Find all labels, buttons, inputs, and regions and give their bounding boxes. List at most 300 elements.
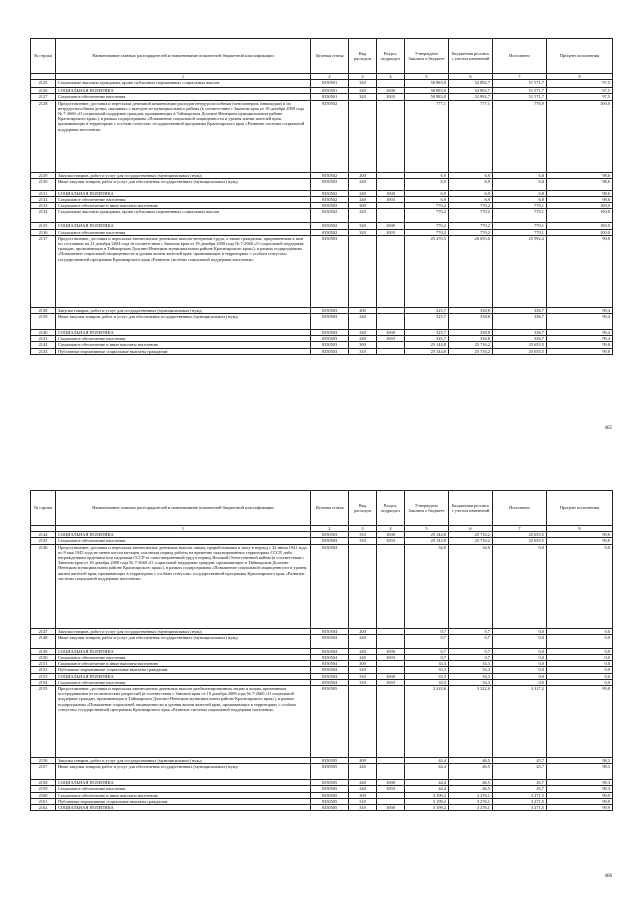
row-executed: 25 992,2 (493, 235, 547, 307)
row-percent: 99,8 (547, 235, 613, 307)
row-number: 2137 (31, 235, 56, 307)
row-budget-schedule: 3 276,1 (449, 798, 493, 804)
row-budget-schedule: 33,3 (449, 667, 493, 673)
row-expense-type: 300 (349, 203, 377, 209)
row-budget-schedule: 3 322,6 (449, 686, 493, 758)
row-percent: 98,3 (547, 786, 613, 792)
row-percent: 99,4 (547, 336, 613, 342)
row-section: 1000 (377, 805, 405, 811)
row-name: СОЦИАЛЬНАЯ ПОЛИТИКА (56, 223, 311, 229)
row-name: Публичные нормативные социальные выплаты гражданам (56, 667, 311, 673)
row-name: Социальное обеспечение населения (56, 538, 311, 544)
row-name: СОЦИАЛЬНАЯ ПОЛИТИКА (56, 190, 311, 196)
page-number-1: 465 (604, 426, 612, 431)
row-section: 1003 (377, 538, 405, 544)
row-approved: 34,0 (405, 544, 449, 628)
row-section: 1000 (377, 190, 405, 196)
row-expense-type: 320 (349, 80, 377, 88)
row-expense-type: 310 (349, 348, 377, 354)
row-section (377, 544, 405, 628)
header-name: Наименование главных распорядителей и наименование показателей бюджетной классификации (56, 39, 311, 74)
row-executed: 51 571,7 (493, 88, 547, 94)
row-budget-schedule: 6,9 (449, 190, 493, 196)
header-executed: Исполнено (493, 491, 547, 526)
row-target-article: 0350505 (311, 764, 349, 780)
table-body-page-1 (31, 80, 613, 355)
table-row (31, 100, 613, 172)
row-target-article: 0350501 (311, 94, 349, 100)
row-approved: 50 883,0 (405, 88, 449, 94)
row-number: 2144 (31, 532, 56, 538)
row-executed: 6,8 (493, 172, 547, 178)
row-approved: 44,4 (405, 786, 449, 792)
header-target-article: Целевая статья (311, 39, 349, 74)
row-approved: 6,9 (405, 197, 449, 203)
row-budget-schedule: 3 276,1 (449, 805, 493, 811)
row-percent: 0,0 (547, 673, 613, 679)
row-name: Закупка товаров, работ и услуг для государственных (муниципальных) нужд (56, 307, 311, 313)
row-budget-schedule: 46,5 (449, 780, 493, 786)
row-number: 2136 (31, 229, 56, 235)
row-executed: 45,7 (493, 764, 547, 780)
row-expense-type: 240 (349, 178, 377, 190)
row-number: 2152 (31, 667, 56, 673)
row-executed: 0,0 (493, 544, 547, 628)
row-name: Закупка товаров, работ и услуг для государственных (муниципальных) нужд (56, 628, 311, 634)
row-percent: 99,4 (547, 330, 613, 336)
row-percent: 0,0 (547, 634, 613, 648)
row-section: 1003 (377, 655, 405, 661)
row-expense-type: 320 (349, 223, 377, 229)
row-target-article: 0350504 (311, 655, 349, 661)
table-row (31, 178, 613, 190)
row-name: Социальное обеспечение и иные выплаты населению (56, 792, 311, 798)
header-executed: Исполнено (493, 39, 547, 74)
row-section: 1000 (377, 223, 405, 229)
row-budget-schedule: 33,3 (449, 661, 493, 667)
row-executed: 45,7 (493, 786, 547, 792)
row-budget-schedule: 0,7 (449, 628, 493, 634)
row-number: 2142 (31, 342, 56, 348)
row-executed: 0,0 (493, 679, 547, 685)
colnum: 2 (311, 526, 349, 532)
row-budget-schedule: 52 892,7 (449, 88, 493, 94)
row-executed: 6,8 (493, 197, 547, 203)
row-section: 1000 (377, 88, 405, 94)
page-number-2: 466 (604, 874, 612, 879)
table-row (31, 314, 613, 330)
row-approved: 325,7 (405, 314, 449, 330)
header-expense-type: Вид расходов (349, 39, 377, 74)
row-executed: 0,0 (493, 628, 547, 634)
row-target-article: 0350502 (311, 223, 349, 229)
colnum: 5 (405, 526, 449, 532)
row-number: 2125 (31, 80, 56, 88)
row-approved: 25 144,8 (405, 348, 449, 354)
row-number: 2155 (31, 686, 56, 758)
row-percent: 98,3 (547, 780, 613, 786)
row-budget-schedule: 6,9 (449, 178, 493, 190)
row-name: Закупка товаров, работ и услуг для государственных (муниципальных) нужд (56, 758, 311, 764)
row-expense-type: 240 (349, 336, 377, 342)
row-executed: 3 271,5 (493, 805, 547, 811)
row-name: Социальное обеспечение населения (56, 786, 311, 792)
row-approved: 0,7 (405, 648, 449, 654)
row-approved: 50 883,0 (405, 80, 449, 88)
row-name: СОЦИАЛЬНАЯ ПОЛИТИКА (56, 532, 311, 538)
row-target-article: 0350502 (311, 209, 349, 223)
row-percent: 0,0 (547, 655, 613, 661)
row-budget-schedule: 26 055,0 (449, 235, 493, 307)
row-percent: 99,9 (547, 798, 613, 804)
row-name: СОЦИАЛЬНАЯ ПОЛИТИКА (56, 780, 311, 786)
row-executed: 51 571,7 (493, 94, 547, 100)
row-percent: 99,8 (547, 538, 613, 544)
row-target-article: 0350504 (311, 628, 349, 634)
row-target-article: 0350503 (311, 532, 349, 538)
row-number: 2131 (31, 190, 56, 196)
row-budget-schedule: 25 716,2 (449, 538, 493, 544)
row-section: 1000 (377, 673, 405, 679)
page-2 (30, 490, 612, 811)
row-target-article: 0350504 (311, 673, 349, 679)
row-percent: 0,0 (547, 661, 613, 667)
row-name: СОЦИАЛЬНАЯ ПОЛИТИКА (56, 805, 311, 811)
colnum: 8 (547, 526, 613, 532)
row-expense-type: 200 (349, 172, 377, 178)
row-number: 2134 (31, 209, 56, 223)
row-percent: 99,8 (547, 342, 613, 348)
row-target-article: 0350504 (311, 634, 349, 648)
row-approved: 50 883,0 (405, 94, 449, 100)
row-approved: 25 144,8 (405, 532, 449, 538)
row-approved: 25 470,5 (405, 235, 449, 307)
row-name: СОЦИАЛЬНАЯ ПОЛИТИКА (56, 88, 311, 94)
table-row (31, 235, 613, 307)
row-target-article: 0350503 (311, 330, 349, 336)
row-executed: 0,0 (493, 673, 547, 679)
row-number: 2154 (31, 679, 56, 685)
row-budget-schedule: 33,3 (449, 673, 493, 679)
row-section: 1003 (377, 336, 405, 342)
row-expense-type: 310 (349, 798, 377, 804)
row-expense-type: 240 (349, 786, 377, 792)
colnum: 4 (377, 526, 405, 532)
table-row (31, 686, 613, 758)
row-number: 2140 (31, 330, 56, 336)
row-percent: 100,0 (547, 100, 613, 172)
row-expense-type: 310 (349, 673, 377, 679)
row-expense-type: 320 (349, 88, 377, 94)
row-target-article: 0350502 (311, 100, 349, 172)
row-target-article: 0350503 (311, 336, 349, 342)
row-target-article: 0350503 (311, 538, 349, 544)
row-executed: 6,8 (493, 190, 547, 196)
row-percent: 0,0 (547, 648, 613, 654)
colnum: 4 (377, 74, 405, 80)
table-row (31, 634, 613, 648)
row-name: Предоставление, доставка и пересылка ежемесячных денежных выплат ветеранам труда, а также гражданам, приравненным к ним по состоянию на 31 декабря 2004 года (в соответствии с Законом края от 18 декабря 2008 года № 7-2660 «О социальной поддержке граждан, проживающих в Таймырском Долгано-Ненецком муниципальном районе Красноярского края»), в рамках подпрограммы «Повышение социальной защищенности и уровня жизни жителей края, проживающих в территориях с особым статусом» государственной программы Красноярского края «Развитие системы социальной поддержки населения» (56, 235, 311, 307)
row-approved: 33,3 (405, 679, 449, 685)
row-name: СОЦИАЛЬНАЯ ПОЛИТИКА (56, 648, 311, 654)
row-approved: 25 144,8 (405, 342, 449, 348)
row-name: Социальное обеспечение населения (56, 336, 311, 342)
row-executed: 25 655,5 (493, 538, 547, 544)
row-percent: 100,0 (547, 203, 613, 209)
row-expense-type: 310 (349, 538, 377, 544)
header-name: Наименование главных распорядителей и наименование показателей бюджетной классификации (56, 491, 311, 526)
row-name: Иные закупки товаров, работ и услуг для обеспечения государственных (муниципальных) нужд (56, 764, 311, 780)
header-approved: Утверждено Законом о бюджете (405, 39, 449, 74)
row-budget-schedule: 770,2 (449, 203, 493, 209)
row-name: Социальное обеспечение населения (56, 229, 311, 235)
colnum: 7 (493, 74, 547, 80)
row-expense-type: 310 (349, 667, 377, 673)
row-budget-schedule: 25 716,2 (449, 348, 493, 354)
row-budget-schedule: 33,3 (449, 679, 493, 685)
row-budget-schedule: 770,2 (449, 229, 493, 235)
row-number: 2151 (31, 661, 56, 667)
row-section: 1003 (377, 94, 405, 100)
row-expense-type: 240 (349, 780, 377, 786)
page-1 (30, 38, 612, 355)
colnum: 1 (56, 74, 311, 80)
row-section (377, 348, 405, 354)
row-budget-schedule: 46,5 (449, 758, 493, 764)
row-executed: 336,7 (493, 314, 547, 330)
row-name: Социальное обеспечение и иные выплаты населению (56, 342, 311, 348)
row-budget-schedule: 6,9 (449, 197, 493, 203)
row-number: 2126 (31, 88, 56, 94)
row-target-article: 0350501 (311, 88, 349, 94)
row-percent: 0,0 (547, 667, 613, 673)
row-approved: 6,9 (405, 172, 449, 178)
row-percent: 99,8 (547, 686, 613, 758)
row-number: 2143 (31, 348, 56, 354)
row-number: 2161 (31, 798, 56, 804)
row-expense-type: 300 (349, 342, 377, 348)
header-target-article: Целевая статья (311, 491, 349, 526)
row-number: 2139 (31, 314, 56, 330)
header-percent: Процент исполнения (547, 491, 613, 526)
table-header-row (31, 39, 613, 74)
row-section: 1000 (377, 330, 405, 336)
row-name: Социальное обеспечение и иные выплаты населению (56, 203, 311, 209)
row-budget-schedule: 46,5 (449, 764, 493, 780)
row-percent: 97,5 (547, 94, 613, 100)
row-name: Предоставление, доставка и пересылка ежемесячных денежных выплат реабилитированным лицам и лицам, признанным пострадавшими от политических репрессий (в соответствии с Законом края от 18 декабря 2008 года № 7-2660 «О социальной поддержке граждан, проживающих в Таймырском Долгано-Ненецком муниципальном районе Красноярского края»), в рамках подпрограммы «Повышение социальной защищенности и уровня жизни жителей края, проживающих в территориях с особым статусом» государственной программы Красноярского края «Развитие системы социальной поддержки населения» (56, 686, 311, 758)
row-budget-schedule: 0,7 (449, 634, 493, 648)
table-row (31, 209, 613, 223)
row-expense-type: 240 (349, 634, 377, 648)
row-expense-type: 320 (349, 209, 377, 223)
row-budget-schedule: 0,7 (449, 648, 493, 654)
row-number: 2141 (31, 336, 56, 342)
colnum: 5 (405, 74, 449, 80)
row-executed: 0,0 (493, 661, 547, 667)
row-name: Социальные выплаты гражданам, кроме публичных нормативных социальных выплат (56, 80, 311, 88)
row-percent: 0,0 (547, 544, 613, 628)
row-budget-schedule: 52 892,7 (449, 94, 493, 100)
row-section: 1003 (377, 229, 405, 235)
row-approved: 44,4 (405, 780, 449, 786)
colnum: 6 (449, 74, 493, 80)
row-number: 2159 (31, 786, 56, 792)
table-row (31, 805, 613, 811)
row-approved: 325,7 (405, 330, 449, 336)
row-expense-type: 200 (349, 628, 377, 634)
row-number: 2132 (31, 197, 56, 203)
header-row-number: № строки (31, 39, 56, 74)
colnum: 8 (547, 74, 613, 80)
row-section (377, 235, 405, 307)
row-approved: 0,7 (405, 628, 449, 634)
row-name: Социальное обеспечение и иные выплаты населению (56, 661, 311, 667)
row-target-article: 0350502 (311, 190, 349, 196)
row-number: 2127 (31, 94, 56, 100)
row-approved: 3 199,2 (405, 792, 449, 798)
row-target-article: 0350503 (311, 235, 349, 307)
header-expense-type: Вид расходов (349, 491, 377, 526)
row-approved: 33,3 (405, 661, 449, 667)
row-executed: 0,0 (493, 634, 547, 648)
row-executed: 770,1 (493, 223, 547, 229)
row-executed: 0,0 (493, 667, 547, 673)
row-approved: 44,4 (405, 758, 449, 764)
row-expense-type: 310 (349, 532, 377, 538)
row-budget-schedule: 6,9 (449, 172, 493, 178)
row-target-article: 0350502 (311, 197, 349, 203)
row-approved: 3 199,2 (405, 805, 449, 811)
row-target-article: 0350505 (311, 786, 349, 792)
row-expense-type: 240 (349, 190, 377, 196)
row-expense-type: 200 (349, 307, 377, 313)
row-section (377, 314, 405, 330)
row-name: Социальные выплаты гражданам, кроме публичных нормативных социальных выплат (56, 209, 311, 223)
row-target-article: 0350501 (311, 80, 349, 88)
row-executed: 3 271,5 (493, 798, 547, 804)
row-expense-type: 300 (349, 661, 377, 667)
row-name: Социальное обеспечение населения (56, 94, 311, 100)
row-expense-type: 310 (349, 679, 377, 685)
row-number: 2156 (31, 758, 56, 764)
row-approved: 3 199,2 (405, 798, 449, 804)
row-executed: 770,1 (493, 209, 547, 223)
row-budget-schedule: 25 716,2 (449, 342, 493, 348)
row-percent: 98,6 (547, 178, 613, 190)
row-executed: 45,7 (493, 780, 547, 786)
colnum: 3 (349, 74, 377, 80)
row-executed: 0,0 (493, 648, 547, 654)
row-budget-schedule: 338,8 (449, 330, 493, 336)
row-percent: 99,9 (547, 805, 613, 811)
row-percent: 99,9 (547, 792, 613, 798)
row-section (377, 80, 405, 88)
row-target-article: 0350505 (311, 780, 349, 786)
row-approved: 777,1 (405, 100, 449, 172)
row-target-article: 0350504 (311, 661, 349, 667)
row-name: Социальное обеспечение населения (56, 679, 311, 685)
row-budget-schedule: 46,5 (449, 786, 493, 792)
row-percent: 99,8 (547, 348, 613, 354)
row-section: 1003 (377, 679, 405, 685)
row-target-article: 0350502 (311, 203, 349, 209)
row-executed: 3 317,2 (493, 686, 547, 758)
row-number: 2135 (31, 223, 56, 229)
colnum: 7 (493, 526, 547, 532)
header-approved: Утверждено Законом о бюджете (405, 491, 449, 526)
row-number: 2160 (31, 792, 56, 798)
row-budget-schedule: 3 276,1 (449, 792, 493, 798)
row-target-article: 0350502 (311, 178, 349, 190)
row-percent: 100,0 (547, 209, 613, 223)
row-expense-type: 300 (349, 792, 377, 798)
row-expense-type: 240 (349, 330, 377, 336)
row-executed: 25 655,5 (493, 532, 547, 538)
row-target-article: 0350503 (311, 307, 349, 313)
row-executed: 776,9 (493, 100, 547, 172)
colnum: 2 (311, 74, 349, 80)
row-number: 2130 (31, 178, 56, 190)
table-body-page-2 (31, 532, 613, 811)
row-percent: 100,0 (547, 229, 613, 235)
row-expense-type (349, 100, 377, 172)
row-percent: 100,0 (547, 223, 613, 229)
row-section: 1000 (377, 532, 405, 538)
row-budget-schedule: 34,0 (449, 544, 493, 628)
row-executed: 25 655,5 (493, 342, 547, 348)
header-budget-schedule: Бюджетная роспись с учетом изменений (449, 39, 493, 74)
row-number: 2149 (31, 648, 56, 654)
row-number: 2162 (31, 805, 56, 811)
row-name: СОЦИАЛЬНАЯ ПОЛИТИКА (56, 330, 311, 336)
header-section: Раздел, подраздел (377, 39, 405, 74)
row-name: Публичные нормативные социальные выплаты гражданам (56, 348, 311, 354)
budget-table-page-1 (30, 38, 613, 355)
row-expense-type: 240 (349, 648, 377, 654)
row-executed: 6,8 (493, 178, 547, 190)
row-number: 2133 (31, 203, 56, 209)
row-name: Предоставление, доставка и пересылка ежемесячных денежных выплат лицам, проработавшим в тылу в период с 22 июня 1941 года по 9 мая 1945 года не менее шести месяцев, исключая период работы на временно оккупированных территориях СССР, либо награжденным орденами или медалями СССР за самоотверженный труд в период Великой Отечественной войны (в соответствии с Законом края от 18 декабря 2008 года № 7-2660 «О социальной поддержке граждан, проживающих в Таймырском Долгано-Ненецком муниципальном районе Красноярского края»), в рамках подпрограммы «Повышение социальной защищенности и уровня жизни жителей края, проживающих в территориях с особым статусом» государственной программы Красноярского края «Развитие системы социальной поддержки населения» (56, 544, 311, 628)
row-budget-schedule: 0,7 (449, 655, 493, 661)
row-expense-type: 320 (349, 229, 377, 235)
row-target-article: 0350503 (311, 314, 349, 330)
row-executed: 45,7 (493, 758, 547, 764)
colnum: 3 (349, 526, 377, 532)
row-percent: 97,5 (547, 88, 613, 94)
budget-table-page-2 (30, 490, 613, 811)
row-name: Иные закупки товаров, работ и услуг для обеспечения государственных (муниципальных) нужд (56, 634, 311, 648)
table-row (31, 764, 613, 780)
row-approved: 33,3 (405, 673, 449, 679)
row-number: 2150 (31, 655, 56, 661)
row-percent: 0,0 (547, 628, 613, 634)
row-approved: 25 144,8 (405, 538, 449, 544)
row-number: 2158 (31, 780, 56, 786)
row-percent: 99,4 (547, 307, 613, 313)
row-percent: 0,0 (547, 679, 613, 685)
row-approved: 6,9 (405, 190, 449, 196)
row-percent: 99,8 (547, 532, 613, 538)
row-expense-type: 240 (349, 314, 377, 330)
row-section: 1000 (377, 780, 405, 786)
row-target-article: 0350505 (311, 798, 349, 804)
row-name: Социальное обеспечение населения (56, 197, 311, 203)
row-target-article: 0350504 (311, 667, 349, 673)
header-budget-schedule: Бюджетная роспись с учетом изменений (449, 491, 493, 526)
row-budget-schedule: 52 892,7 (449, 80, 493, 88)
row-section (377, 209, 405, 223)
